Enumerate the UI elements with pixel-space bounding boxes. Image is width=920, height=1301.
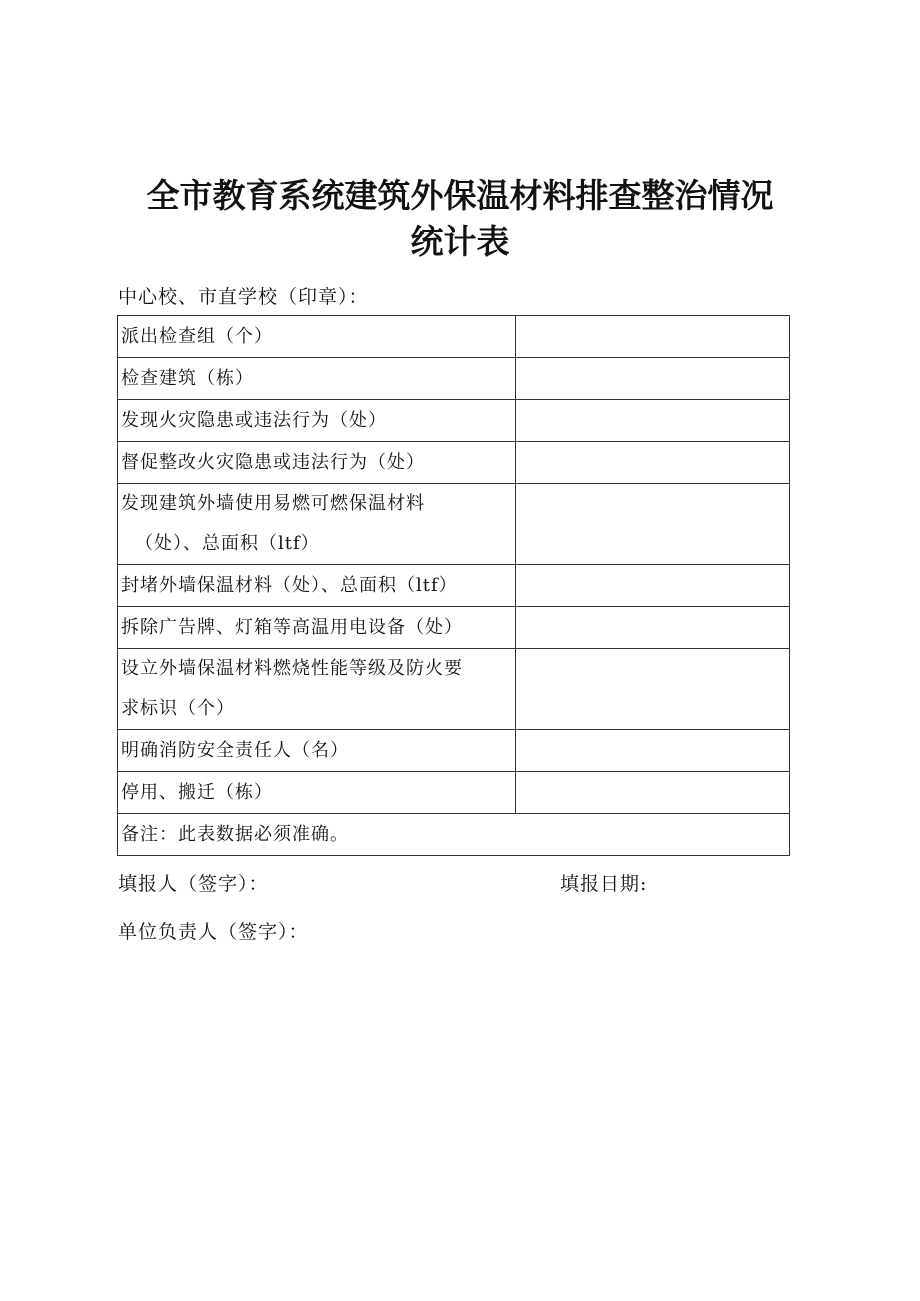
- table-row: [118, 607, 790, 649]
- table-row: [118, 400, 790, 442]
- row-label-text: 发现火灾隐患或违法行为（处）: [121, 410, 387, 431]
- row-label: [118, 442, 516, 484]
- row-label: [118, 649, 516, 730]
- row-label-text: 明确消防安全责任人（名）: [121, 740, 349, 761]
- filler-signature-label: 填报人（签字）：: [118, 873, 269, 895]
- row-label-text: 派出检查组（个）: [121, 326, 273, 347]
- row-label-text: 求标识（个）: [121, 698, 235, 719]
- row-label: [118, 358, 516, 400]
- row-label-text: （处）、总面积（ltf）: [135, 533, 320, 554]
- row-label: [118, 607, 516, 649]
- document-title-line1: 全市教育系统建筑外保温材料排查整治情况: [146, 176, 774, 215]
- row-label-text: 设立外墙保温材料燃烧性能等级及防火要: [121, 658, 463, 679]
- table-row: [118, 649, 790, 730]
- row-value-cell[interactable]: [516, 607, 790, 649]
- fill-date-label: 填报日期:: [560, 873, 648, 895]
- row-label-text: 检查建筑（栋）: [121, 368, 254, 389]
- document-title-line2: 统计表: [410, 222, 510, 261]
- table-row: [118, 772, 790, 814]
- table-row: [118, 484, 790, 565]
- row-value-cell[interactable]: [516, 400, 790, 442]
- row-label-text: 封堵外墙保温材料（处）、总面积（ltf）: [121, 575, 458, 596]
- row-label-text: 督促整改火灾隐患或违法行为（处）: [121, 452, 425, 473]
- row-value-cell[interactable]: [516, 442, 790, 484]
- row-label: [118, 772, 516, 814]
- row-value-cell[interactable]: [516, 358, 790, 400]
- row-label-text: 拆除广告牌、灯箱等高温用电设备（处）: [121, 617, 463, 638]
- table-row: [118, 316, 790, 358]
- row-value-cell[interactable]: [516, 565, 790, 607]
- school-seal-label: 中心校、市直学校（印章）：: [118, 286, 369, 308]
- table-row: [118, 730, 790, 772]
- row-value-cell[interactable]: [516, 772, 790, 814]
- row-label: [118, 484, 516, 565]
- row-value-cell[interactable]: [516, 316, 790, 358]
- table-row: [118, 565, 790, 607]
- row-value-cell[interactable]: [516, 730, 790, 772]
- statistics-table: [117, 315, 790, 856]
- row-value-cell[interactable]: [516, 649, 790, 730]
- table-row: [118, 358, 790, 400]
- row-label: [118, 730, 516, 772]
- note-cell: 备注：此表数据必须准确。: [118, 814, 790, 856]
- row-label: [118, 316, 516, 358]
- unit-head-signature-label: 单位负责人（签字）：: [118, 921, 309, 943]
- row-label-text: 停用、搬迁（栋）: [121, 782, 273, 803]
- note-row: [118, 814, 790, 856]
- row-label: [118, 400, 516, 442]
- table-row: [118, 442, 790, 484]
- row-label-text: 发现建筑外墙使用易燃可燃保温材料: [121, 493, 425, 514]
- row-value-cell[interactable]: [516, 484, 790, 565]
- row-label: [118, 565, 516, 607]
